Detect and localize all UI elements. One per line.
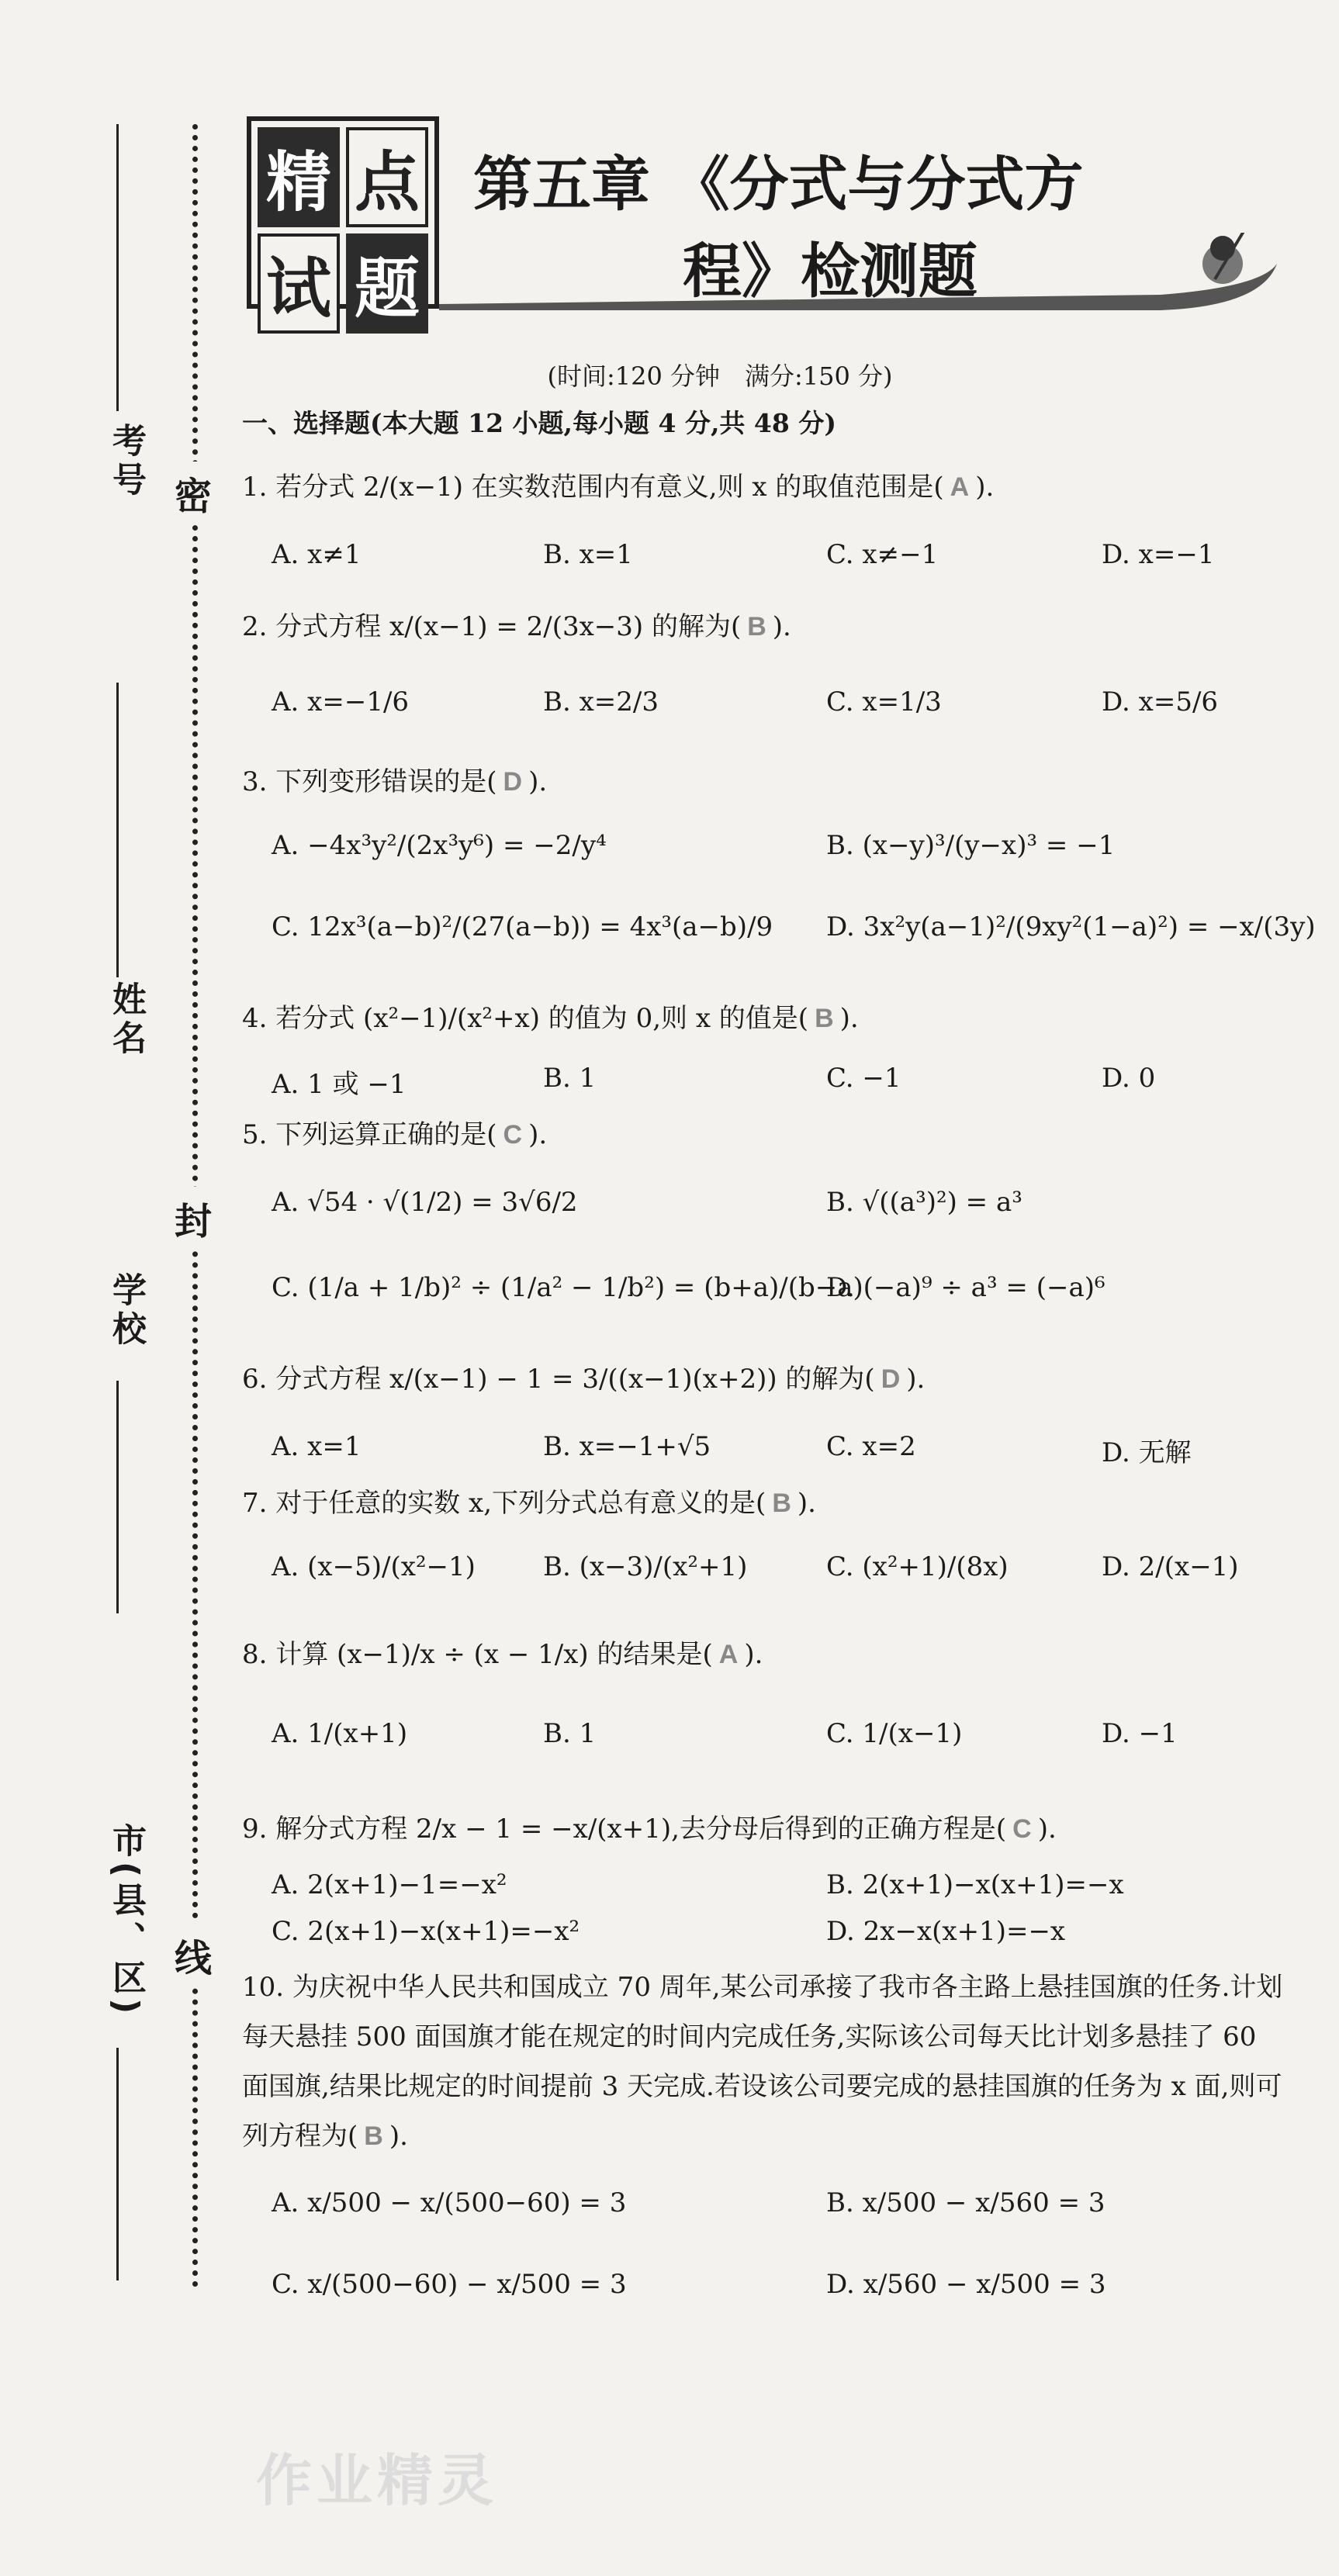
q5-option-b: B. √((a³)²) = a³ bbox=[826, 1187, 1022, 1218]
q10-answer: B bbox=[364, 2121, 383, 2151]
q1-option-a: A. x≠1 bbox=[272, 539, 362, 570]
q10-option-c: C. x/(500−60) − x/500 = 3 bbox=[272, 2269, 627, 2300]
q9-answer: C bbox=[1012, 1814, 1032, 1844]
q10-stem: 10. 为庆祝中华人民共和国成立 70 周年,某公司承接了我市各主路上悬挂国旗的任务.计划每天悬挂 500 面国旗才能在规定的时间内完成任务,实际该公司每天比计划多悬挂了 60 面国旗,结果比规定的时间提前 3 天完成.若设该公司要完成的悬挂国旗的任务为 x 面,则可列方程为( bbox=[242, 1972, 1283, 2152]
watermark: 作业精灵 bbox=[256, 2448, 499, 2513]
section-heading: 一、选择题(本大题 12 小题,每小题 4 分,共 48 分) bbox=[242, 408, 836, 438]
q10-option-b: B. x/500 − x/560 = 3 bbox=[826, 2187, 1105, 2218]
question-4 bbox=[242, 997, 859, 1035]
seal-char-mi: 密 bbox=[175, 462, 212, 524]
q8-option-b: B. 1 bbox=[543, 1718, 597, 1749]
question-10 bbox=[242, 1962, 1289, 2161]
q4-option-c: C. −1 bbox=[826, 1063, 901, 1094]
q8-close: ). bbox=[744, 1639, 763, 1670]
q7-option-a: A. (x−5)/(x²−1) bbox=[272, 1551, 476, 1582]
title-line-2: 程》检测题 bbox=[683, 237, 977, 306]
q9-option-d: D. 2x−x(x+1)=−x bbox=[826, 1916, 1066, 1947]
q3-option-b: B. (x−y)³/(y−x)³ = −1 bbox=[826, 830, 1116, 861]
q4-answer: B bbox=[815, 1004, 834, 1033]
question-2 bbox=[242, 605, 791, 643]
q8-answer: A bbox=[718, 1640, 739, 1669]
q3-close: ). bbox=[528, 766, 548, 797]
label-xingming: 姓名 bbox=[106, 981, 146, 1059]
q6-answer: D bbox=[881, 1364, 901, 1394]
q5-option-c: C. (1/a + 1/b)² ÷ (1/a² − 1/b²) = (b+a)/(b−a) bbox=[272, 1272, 863, 1303]
q1-option-d: D. x=−1 bbox=[1102, 539, 1215, 570]
logo-char-1: 精 bbox=[258, 127, 340, 227]
q7-option-c: C. (x²+1)/(8x) bbox=[826, 1551, 1009, 1582]
q2-option-c: C. x=1/3 bbox=[826, 686, 942, 717]
q4-stem: 4. 若分式 (x²−1)/(x²+x) 的值为 0,则 x 的值是( bbox=[242, 1003, 809, 1034]
q10-option-a: A. x/500 − x/(500−60) = 3 bbox=[272, 2187, 627, 2218]
q6-option-c: C. x=2 bbox=[826, 1431, 916, 1462]
q3-option-d: D. 3x²y(a−1)²/(9xy²(1−a)²) = −x/(3y) bbox=[826, 911, 1316, 942]
q6-option-d: D. 无解 bbox=[1102, 1437, 1192, 1468]
logo-char-3: 试 bbox=[258, 233, 340, 334]
q1-option-c: C. x≠−1 bbox=[826, 539, 939, 570]
xingming-blank-line bbox=[116, 683, 119, 977]
scroll-banner-decoration bbox=[439, 233, 1285, 318]
q8-option-c: C. 1/(x−1) bbox=[826, 1718, 963, 1749]
q4-close: ). bbox=[839, 1003, 859, 1034]
q5-option-d: D. (−a)⁹ ÷ a³ = (−a)⁶ bbox=[826, 1272, 1105, 1303]
xuexiao-blank-line bbox=[116, 1381, 119, 1613]
q10-close: ). bbox=[389, 2121, 408, 2152]
question-1 bbox=[242, 465, 994, 503]
q8-stem: 8. 计算 (x−1)/x ÷ (x − 1/x) 的结果是( bbox=[242, 1639, 713, 1670]
label-kaohao: 考号 bbox=[106, 423, 146, 500]
q10-option-d: D. x/560 − x/500 = 3 bbox=[826, 2269, 1106, 2300]
q8-option-d: D. −1 bbox=[1102, 1718, 1178, 1749]
q5-answer: C bbox=[503, 1120, 523, 1150]
label-xuexiao: 学校 bbox=[106, 1272, 146, 1350]
q1-stem: 1. 若分式 2/(x−1) 在实数范围内有意义,则 x 的取值范围是( bbox=[242, 472, 944, 503]
label-shi: 市(县、区) bbox=[106, 1823, 146, 2019]
q4-option-a: A. 1 或 −1 bbox=[272, 1069, 407, 1100]
question-9 bbox=[242, 1807, 1057, 1845]
q6-option-a: A. x=1 bbox=[272, 1431, 362, 1462]
q5-stem: 5. 下列运算正确的是( bbox=[242, 1119, 497, 1150]
q9-stem: 9. 解分式方程 2/x − 1 = −x/(x+1),去分母后得到的正确方程是( bbox=[242, 1814, 1007, 1845]
q4-option-d: D. 0 bbox=[1102, 1063, 1156, 1094]
q9-close: ). bbox=[1037, 1814, 1057, 1845]
q7-option-b: B. (x−3)/(x²+1) bbox=[543, 1551, 748, 1582]
logo-char-4: 题 bbox=[346, 233, 428, 334]
title-line-1: 第五章 《分式与分式方 bbox=[473, 150, 1084, 219]
q1-option-b: B. x=1 bbox=[543, 539, 633, 570]
seal-char-xian: 线 bbox=[175, 1924, 212, 1986]
question-6 bbox=[242, 1357, 925, 1395]
q5-close: ). bbox=[528, 1119, 548, 1150]
q2-stem: 2. 分式方程 x/(x−1) = 2/(3x−3) 的解为( bbox=[242, 611, 742, 642]
q1-close: ). bbox=[975, 472, 995, 503]
seal-char-feng: 封 bbox=[175, 1187, 212, 1250]
q3-answer: D bbox=[503, 767, 523, 797]
q7-answer: B bbox=[772, 1489, 791, 1518]
q6-close: ). bbox=[906, 1364, 926, 1395]
q3-option-a: A. −4x³y²/(2x³y⁶) = −2/y⁴ bbox=[272, 830, 607, 861]
q6-stem: 6. 分式方程 x/(x−1) − 1 = 3/((x−1)(x+2)) 的解为( bbox=[242, 1364, 875, 1395]
jingdian-logo bbox=[247, 116, 439, 327]
q8-option-a: A. 1/(x+1) bbox=[272, 1718, 408, 1749]
q9-option-a: A. 2(x+1)−1=−x² bbox=[272, 1869, 507, 1900]
q7-option-d: D. 2/(x−1) bbox=[1102, 1551, 1239, 1582]
q9-option-b: B. 2(x+1)−x(x+1)=−x bbox=[826, 1869, 1124, 1900]
q2-close: ). bbox=[772, 611, 791, 642]
question-5 bbox=[242, 1113, 547, 1151]
exam-time-score: (时间:120 分钟 满分:150 分) bbox=[547, 361, 893, 391]
q2-option-b: B. x=2/3 bbox=[543, 686, 659, 717]
q2-answer: B bbox=[747, 612, 766, 641]
q4-option-b: B. 1 bbox=[543, 1063, 597, 1094]
q7-stem: 7. 对于任意的实数 x,下列分式总有意义的是( bbox=[242, 1488, 766, 1519]
question-7 bbox=[242, 1482, 816, 1520]
q3-stem: 3. 下列变形错误的是( bbox=[242, 766, 497, 797]
q9-option-c: C. 2(x+1)−x(x+1)=−x² bbox=[272, 1916, 580, 1947]
q2-option-d: D. x=5/6 bbox=[1102, 686, 1219, 717]
shi-blank-line bbox=[116, 2048, 119, 2280]
q1-answer: A bbox=[950, 472, 970, 502]
q5-option-a: A. √54 · √(1/2) = 3√6/2 bbox=[272, 1187, 578, 1218]
question-3 bbox=[242, 760, 547, 798]
q7-close: ). bbox=[797, 1488, 816, 1519]
logo-char-2: 点 bbox=[346, 127, 428, 227]
q6-option-b: B. x=−1+√5 bbox=[543, 1431, 711, 1462]
q3-option-c: C. 12x³(a−b)²/(27(a−b)) = 4x³(a−b)/9 bbox=[272, 911, 773, 942]
question-8 bbox=[242, 1633, 763, 1671]
q2-option-a: A. x=−1/6 bbox=[272, 686, 410, 717]
